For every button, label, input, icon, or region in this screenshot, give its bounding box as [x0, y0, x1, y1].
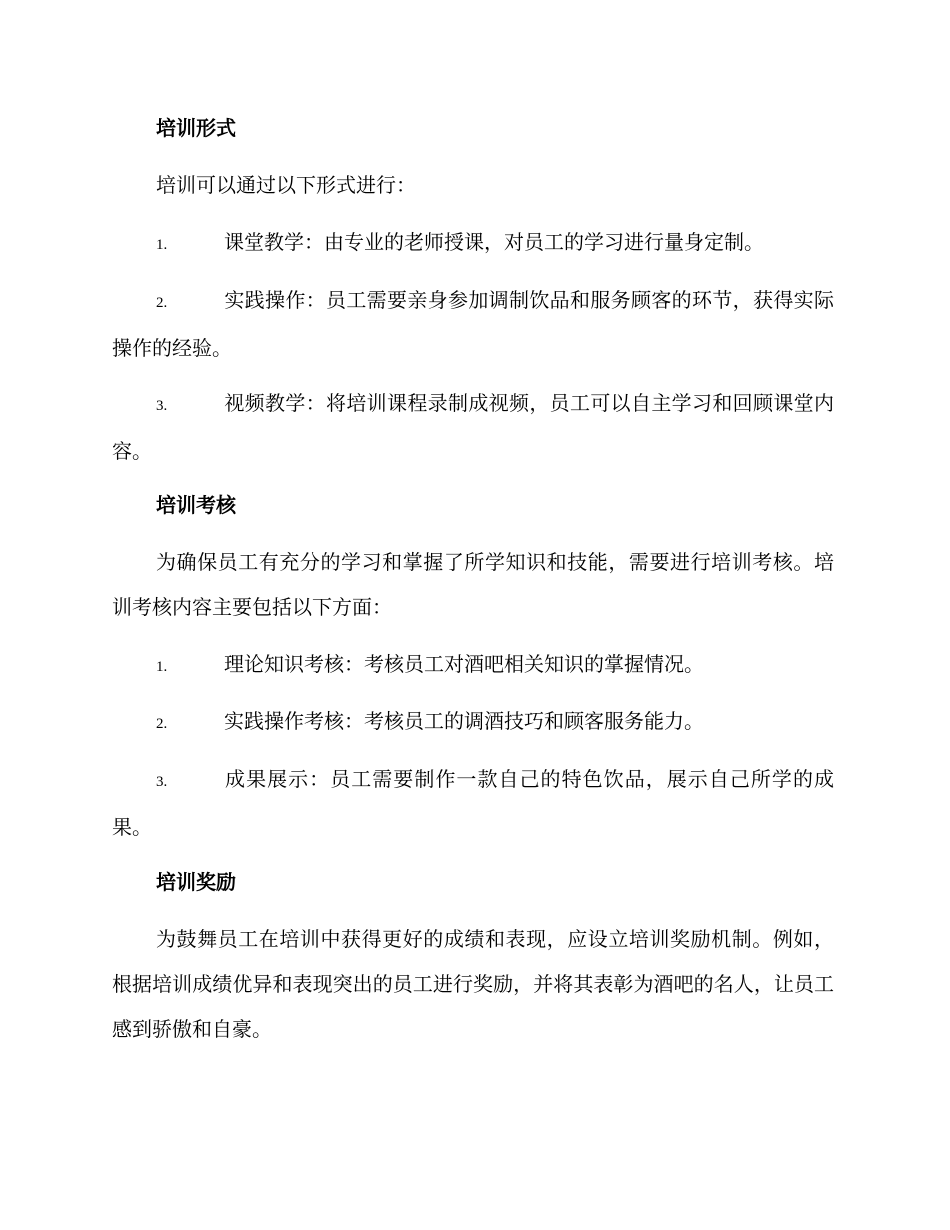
section-heading-training-assessment: 培训考核 — [156, 493, 236, 517]
list-item — [112, 220, 834, 268]
list-item — [112, 381, 834, 474]
list-number: 2. — [156, 295, 168, 311]
list-item — [112, 757, 834, 850]
section-intro: 培训可以通过以下形式进行： — [156, 173, 416, 197]
list-number: 3. — [156, 774, 168, 790]
list-item — [112, 699, 834, 747]
list-item-text: 视频教学：将培训课程录制成视频，员工可以自主学习和回顾课堂内容。 — [112, 391, 834, 463]
list-item — [112, 278, 834, 371]
list-number: 1. — [156, 659, 168, 675]
list-number: 2. — [156, 716, 168, 732]
list-item-text: 成果展示：员工需要制作一款自己的特色饮品，展示自己所学的成果。 — [112, 767, 834, 839]
section-intro: 为确保员工有充分的学习和掌握了所学知识和技能，需要进行培训考核。培训考核内容主要包括以下方面： — [112, 550, 834, 619]
list-item-text: 理论知识考核：考核员工对酒吧相关知识的掌握情况。 — [224, 652, 704, 676]
list-item-text: 课堂教学：由专业的老师授课，对员工的学习进行量身定制。 — [224, 230, 764, 254]
section-heading-training-rewards: 培训奖励 — [156, 870, 236, 894]
list-number: 3. — [156, 398, 168, 414]
list-number: 1. — [156, 237, 168, 253]
section-body: 为鼓舞员工在培训中获得更好的成绩和表现，应设立培训奖励机制。例如，根据培训成绩优异和表现突出的员工进行奖励，并将其表彰为酒吧的名人，让员工感到骄傲和自豪。 — [112, 927, 834, 1041]
list-item-text: 实践操作：员工需要亲身参加调制饮品和服务顾客的环节，获得实际操作的经验。 — [112, 288, 834, 360]
list-item-text: 实践操作考核：考核员工的调酒技巧和顾客服务能力。 — [224, 709, 704, 733]
list-item — [112, 642, 834, 690]
section-heading-training-format: 培训形式 — [156, 116, 236, 140]
